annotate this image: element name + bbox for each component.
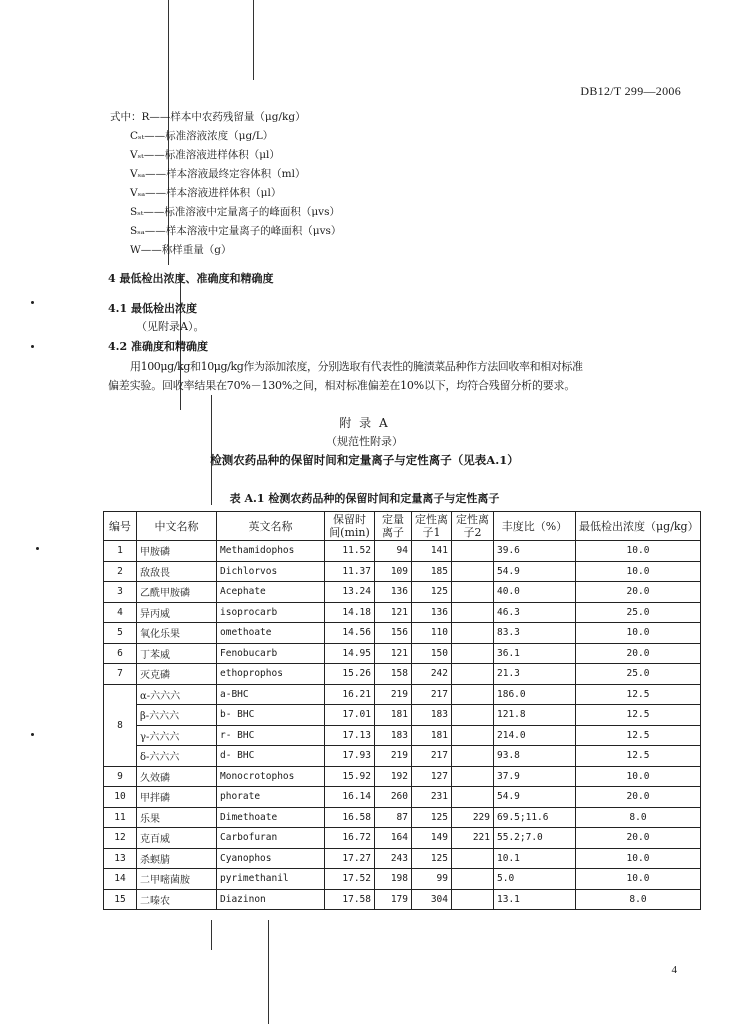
cell-en: Diazinon (217, 889, 325, 910)
appendix-heading: 检测农药品种的保留时间和定量离子与定性离子（见表A.1） (210, 453, 519, 467)
cell-ratio: 55.2;7.0 (494, 828, 576, 849)
cell-q: 109 (375, 561, 412, 582)
var-vst: Vₛₜ——标准溶液进样体积（μl） (130, 149, 280, 161)
col-header: 中文名称 (137, 512, 217, 541)
col-header: 定量离子 (375, 512, 412, 541)
cell-rt: 16.21 (325, 684, 375, 705)
table-row (104, 582, 701, 603)
cell-lod: 12.5 (576, 684, 701, 705)
cell-q1: 181 (412, 725, 452, 746)
table-row (104, 848, 701, 869)
cell-en: Dimethoate (217, 807, 325, 828)
cell-en: phorate (217, 787, 325, 808)
table-row (104, 807, 701, 828)
table-row (104, 766, 701, 787)
cell-q: 87 (375, 807, 412, 828)
cell-rt: 17.13 (325, 725, 375, 746)
cell-en: ethoprophos (217, 664, 325, 685)
cell-q: 94 (375, 541, 412, 562)
cell-ratio: 39.6 (494, 541, 576, 562)
cell-no: 14 (104, 869, 137, 890)
cell-cn: 杀螟腈 (137, 848, 217, 869)
cell-lod: 20.0 (576, 582, 701, 603)
var-w: W——称样重量（g） (130, 244, 232, 256)
cell-q: 260 (375, 787, 412, 808)
col-header: 保留时间(min) (325, 512, 375, 541)
cell-en: Dichlorvos (217, 561, 325, 582)
table-row (104, 623, 701, 644)
col-header: 丰度比（%） (494, 512, 576, 541)
cell-cn: 二甲嘧菌胺 (137, 869, 217, 890)
cell-en: omethoate (217, 623, 325, 644)
cell-rt: 17.01 (325, 705, 375, 726)
cell-q2 (452, 664, 494, 685)
cell-no: 10 (104, 787, 137, 808)
table-row (104, 561, 701, 582)
cell-q: 158 (375, 664, 412, 685)
document-code: DB12/T 299—2006 (580, 84, 681, 98)
cell-no: 6 (104, 643, 137, 664)
cell-q1: 231 (412, 787, 452, 808)
cell-rt: 11.37 (325, 561, 375, 582)
cell-ratio: 83.3 (494, 623, 576, 644)
cell-q: 121 (375, 602, 412, 623)
scan-line (268, 920, 269, 1024)
cell-ratio: 5.0 (494, 869, 576, 890)
cell-en: d- BHC (217, 746, 325, 767)
cell-no: 4 (104, 602, 137, 623)
table-row (104, 725, 701, 746)
table-row (104, 787, 701, 808)
col-header: 英文名称 (217, 512, 325, 541)
cell-q2 (452, 623, 494, 644)
cell-lod: 10.0 (576, 561, 701, 582)
cell-en: isoprocarb (217, 602, 325, 623)
cell-q1: 149 (412, 828, 452, 849)
cell-cn: α-六六六 (137, 684, 217, 705)
scan-line (253, 0, 254, 80)
var-sst: Sₛₜ——标准溶液中定量离子的峰面积（μvs） (130, 206, 340, 218)
scan-dot (36, 547, 39, 550)
cell-lod: 12.5 (576, 746, 701, 767)
cell-lod: 25.0 (576, 602, 701, 623)
cell-rt: 16.72 (325, 828, 375, 849)
var-vsa-inj: Vₛₐ——样本溶液进样体积（μl） (130, 187, 282, 199)
cell-rt: 17.58 (325, 889, 375, 910)
section-4-2-line2: 偏差实验。回收率结果在70%－130%之间，相对标准偏差在10%以下，均符合残留分析的要求。 (108, 379, 576, 392)
col-header: 定性离子1 (412, 512, 452, 541)
section-4-2-title: 4.2 准确度和精确度 (108, 340, 208, 353)
var-vsa-final: Vₛₐ——样本溶液最终定容体积（ml） (130, 168, 306, 180)
cell-q1: 150 (412, 643, 452, 664)
cell-q1: 99 (412, 869, 452, 890)
section-4-1-body: （见附录A）。 (136, 320, 205, 333)
scan-dot (31, 301, 34, 304)
cell-en: Methamidophos (217, 541, 325, 562)
cell-en: pyrimethanil (217, 869, 325, 890)
cell-ratio: 54.9 (494, 561, 576, 582)
scan-line (211, 920, 212, 950)
cell-cn: 灭克磷 (137, 664, 217, 685)
cell-no: 13 (104, 848, 137, 869)
cell-q2 (452, 643, 494, 664)
cell-no: 3 (104, 582, 137, 603)
cell-q2 (452, 766, 494, 787)
cell-cn: γ-六六六 (137, 725, 217, 746)
cell-rt: 14.56 (325, 623, 375, 644)
cell-q2 (452, 705, 494, 726)
cell-q1: 304 (412, 889, 452, 910)
cell-q1: 183 (412, 705, 452, 726)
cell-en: Fenobucarb (217, 643, 325, 664)
cell-q: 181 (375, 705, 412, 726)
cell-ratio: 40.0 (494, 582, 576, 603)
cell-q1: 110 (412, 623, 452, 644)
cell-ratio: 46.3 (494, 602, 576, 623)
scan-dot (31, 345, 34, 348)
cell-q2 (452, 889, 494, 910)
table-row (104, 705, 701, 726)
cell-q2 (452, 602, 494, 623)
cell-no: 7 (104, 664, 137, 685)
section-4-title: 4 最低检出浓度、准确度和精确度 (108, 272, 274, 285)
cell-q1: 127 (412, 766, 452, 787)
cell-lod: 12.5 (576, 725, 701, 746)
formula-vars (110, 108, 341, 260)
cell-q: 192 (375, 766, 412, 787)
cell-no: 1 (104, 541, 137, 562)
table-header-row (104, 512, 701, 541)
var-r: 式中：R——样本中农药残留量（μg/kg） (110, 111, 306, 123)
cell-cn: 异丙威 (137, 602, 217, 623)
cell-lod: 10.0 (576, 766, 701, 787)
cell-lod: 10.0 (576, 541, 701, 562)
cell-ratio: 13.1 (494, 889, 576, 910)
cell-q: 219 (375, 746, 412, 767)
cell-no: 12 (104, 828, 137, 849)
cell-q2 (452, 561, 494, 582)
appendix-subtitle: （规范性附录） (326, 435, 403, 448)
cell-q: 243 (375, 848, 412, 869)
table-row (104, 828, 701, 849)
appendix-title: 附 录 A (339, 416, 390, 430)
cell-en: b- BHC (217, 705, 325, 726)
cell-q2 (452, 848, 494, 869)
cell-q: 219 (375, 684, 412, 705)
table-caption: 表 A.1 检测农药品种的保留时间和定量离子与定性离子 (229, 492, 500, 505)
cell-q: 179 (375, 889, 412, 910)
page-number: 4 (671, 964, 677, 976)
cell-cn: 久效磷 (137, 766, 217, 787)
cell-q2: 221 (452, 828, 494, 849)
cell-en: Acephate (217, 582, 325, 603)
pesticide-table (103, 511, 701, 910)
cell-q: 198 (375, 869, 412, 890)
cell-rt: 15.26 (325, 664, 375, 685)
cell-no: 2 (104, 561, 137, 582)
cell-rt: 16.14 (325, 787, 375, 808)
cell-q2: 229 (452, 807, 494, 828)
scan-dot (31, 733, 34, 736)
cell-q1: 242 (412, 664, 452, 685)
cell-lod: 12.5 (576, 705, 701, 726)
scan-line (211, 395, 212, 505)
cell-q1: 136 (412, 602, 452, 623)
cell-q2 (452, 787, 494, 808)
cell-cn: 敌敌畏 (137, 561, 217, 582)
section-4-1-title: 4.1 最低检出浓度 (108, 302, 197, 315)
cell-cn: 克百威 (137, 828, 217, 849)
cell-q1: 125 (412, 807, 452, 828)
cell-cn: 乐果 (137, 807, 217, 828)
col-header: 最低检出浓度（μg/kg） (576, 512, 701, 541)
cell-en: Monocrotophos (217, 766, 325, 787)
cell-q1: 125 (412, 848, 452, 869)
cell-q: 183 (375, 725, 412, 746)
cell-ratio: 21.3 (494, 664, 576, 685)
table-row (104, 746, 701, 767)
cell-q: 164 (375, 828, 412, 849)
cell-ratio: 186.0 (494, 684, 576, 705)
cell-en: Cyanophos (217, 848, 325, 869)
cell-q1: 217 (412, 684, 452, 705)
cell-rt: 14.18 (325, 602, 375, 623)
cell-ratio: 214.0 (494, 725, 576, 746)
cell-lod: 20.0 (576, 828, 701, 849)
cell-q2 (452, 746, 494, 767)
section-4-2-line1: 用100μg/kg和10μg/kg作为添加浓度，分别选取有代表性的腌渍菜品种作方法回收率和相对标准 (130, 360, 583, 373)
cell-no: 11 (104, 807, 137, 828)
cell-q2 (452, 684, 494, 705)
cell-q1: 217 (412, 746, 452, 767)
cell-q2 (452, 582, 494, 603)
cell-lod: 25.0 (576, 664, 701, 685)
cell-no: 8 (104, 684, 137, 766)
cell-q1: 185 (412, 561, 452, 582)
cell-cn: 氧化乐果 (137, 623, 217, 644)
cell-no: 9 (104, 766, 137, 787)
cell-q: 121 (375, 643, 412, 664)
cell-q: 156 (375, 623, 412, 644)
cell-ratio: 93.8 (494, 746, 576, 767)
cell-cn: 甲胺磷 (137, 541, 217, 562)
cell-ratio: 54.9 (494, 787, 576, 808)
cell-en: Carbofuran (217, 828, 325, 849)
cell-en: a-BHC (217, 684, 325, 705)
cell-rt: 17.27 (325, 848, 375, 869)
cell-lod: 10.0 (576, 848, 701, 869)
cell-rt: 17.52 (325, 869, 375, 890)
table-row (104, 889, 701, 910)
cell-lod: 20.0 (576, 643, 701, 664)
var-ssa: Sₛₐ——样本溶液中定量离子的峰面积（μvs） (130, 225, 342, 237)
cell-ratio: 121.8 (494, 705, 576, 726)
cell-rt: 15.92 (325, 766, 375, 787)
cell-cn: 二嗪农 (137, 889, 217, 910)
cell-q2 (452, 725, 494, 746)
table-row (104, 684, 701, 705)
table-row (104, 664, 701, 685)
cell-q2 (452, 541, 494, 562)
col-header: 编号 (104, 512, 137, 541)
var-cst: Cₛₜ——标准溶液浓度（μg/L） (130, 130, 274, 142)
cell-q1: 125 (412, 582, 452, 603)
cell-no: 5 (104, 623, 137, 644)
table-row (104, 541, 701, 562)
cell-rt: 13.24 (325, 582, 375, 603)
table-row (104, 643, 701, 664)
cell-en: r- BHC (217, 725, 325, 746)
cell-rt: 16.58 (325, 807, 375, 828)
cell-lod: 10.0 (576, 869, 701, 890)
cell-cn: δ-六六六 (137, 746, 217, 767)
cell-ratio: 37.9 (494, 766, 576, 787)
cell-rt: 17.93 (325, 746, 375, 767)
cell-q1: 141 (412, 541, 452, 562)
cell-lod: 20.0 (576, 787, 701, 808)
table-row (104, 602, 701, 623)
cell-rt: 11.52 (325, 541, 375, 562)
table-row (104, 869, 701, 890)
cell-cn: 甲拌磷 (137, 787, 217, 808)
cell-cn: β-六六六 (137, 705, 217, 726)
cell-lod: 8.0 (576, 889, 701, 910)
cell-no: 15 (104, 889, 137, 910)
cell-q: 136 (375, 582, 412, 603)
cell-ratio: 36.1 (494, 643, 576, 664)
cell-lod: 8.0 (576, 807, 701, 828)
cell-ratio: 10.1 (494, 848, 576, 869)
cell-cn: 丁苯威 (137, 643, 217, 664)
cell-rt: 14.95 (325, 643, 375, 664)
cell-ratio: 69.5;11.6 (494, 807, 576, 828)
cell-cn: 乙酰甲胺磷 (137, 582, 217, 603)
col-header: 定性离子2 (452, 512, 494, 541)
cell-q2 (452, 869, 494, 890)
cell-lod: 10.0 (576, 623, 701, 644)
